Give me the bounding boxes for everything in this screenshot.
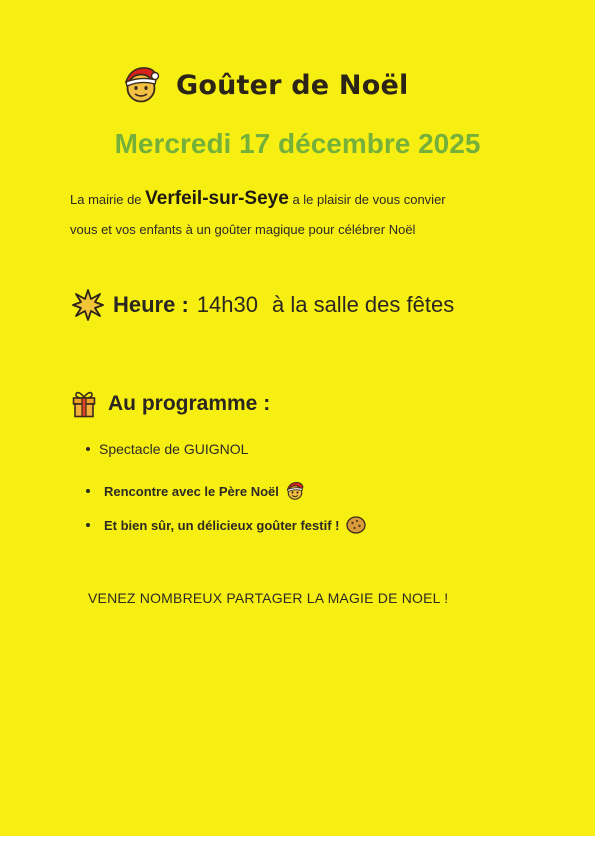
- santa-face-icon: [122, 65, 160, 105]
- list-item: [86, 515, 366, 535]
- intro-suffix: a le plaisir de vous convier: [292, 192, 446, 207]
- heure-value: 14h30: [196, 292, 258, 317]
- sparkle-star-icon: [72, 289, 104, 321]
- intro-prefix: La mairie de: [70, 192, 142, 207]
- gift-box-icon: [72, 390, 96, 418]
- list-item: [86, 481, 305, 501]
- bullet: [86, 523, 90, 527]
- intro-line-2: vous et vos enfants à un goûter magique pour célébrer Noël: [70, 222, 416, 237]
- title-row: [122, 60, 462, 110]
- intro-text: [70, 184, 550, 245]
- event-date: Mercredi 17 décembre 2025: [114, 128, 481, 159]
- programme-heading: [72, 387, 270, 421]
- bullet: [86, 489, 90, 493]
- programme-label: Au programme :: [108, 392, 271, 415]
- closing-text: VENEZ NOMBREUX PARTAGER LA MAGIE DE NOEL !: [88, 590, 449, 606]
- programme-item-label: Et bien sûr, un délicieux goûter festif !: [104, 517, 340, 533]
- list-item: [86, 441, 248, 457]
- heure-row: [72, 288, 454, 322]
- santa-face-icon: [285, 481, 305, 501]
- programme-item-label: Spectacle de GUIGNOL: [99, 441, 249, 457]
- heure-place: à la salle des fêtes: [271, 292, 455, 317]
- cookie-icon: [346, 515, 366, 535]
- flyer-title: Goûter de Noël: [176, 69, 409, 101]
- programme-item-label: Rencontre avec le Père Noël: [104, 483, 279, 499]
- town-name: Verfeil-sur-Seye: [145, 188, 289, 209]
- heure-label: Heure :: [113, 292, 189, 317]
- intro-line-1: [70, 184, 550, 215]
- bullet: [86, 447, 90, 451]
